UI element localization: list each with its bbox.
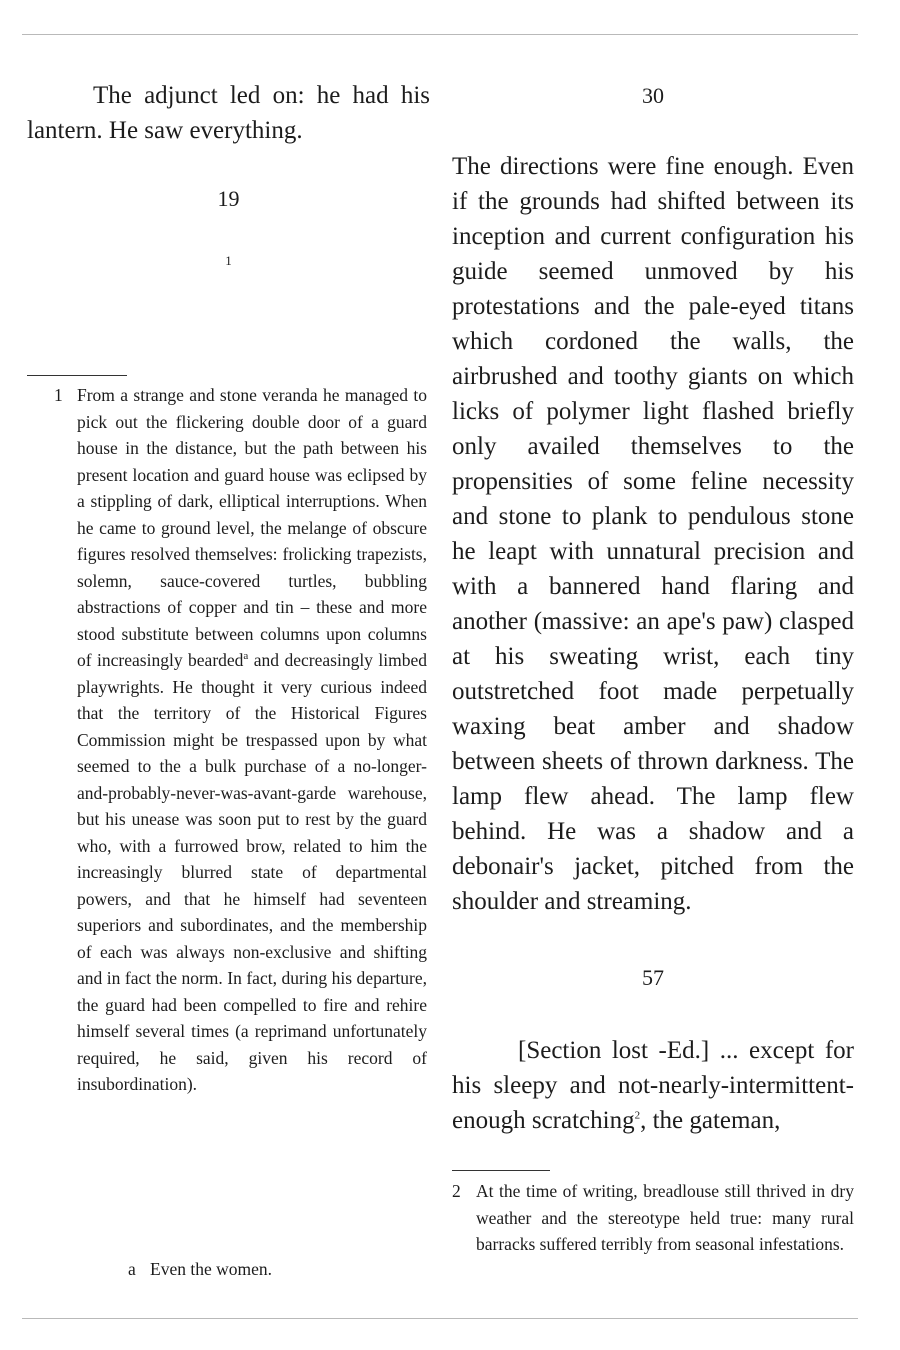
subnote-marker: a <box>128 1259 136 1279</box>
footnote-2-rule <box>452 1170 550 1171</box>
left-column <box>27 0 430 1300</box>
footnote-text-part2: and decreasingly limbed playwrights. He thought it very curious indeed that the territory of the Historical Figures Commission might be trespassed upon by what seemed to the a bulk purchase of a no-longer-and-probably-never-was-avant-garde warehouse, but his unease was soon put to rest by the guard who, with a furrowed brow, related to him the increasingly blurred state of departmental powers, and that he himself had seventeen superiors and subordinates, and the membership of each was always non-exclusive and shifting and in fact the norm. In fact, during his departure, the guard had been compelled to fire and rehire himself several times (a reprimand unfortunately required, he said, given his record of insubordination). <box>77 650 428 1094</box>
section-number-57: 57 <box>642 965 664 990</box>
footnote-2 <box>452 1178 854 1258</box>
opening-paragraph: The adjunct led on: he had his lantern. He saw everything. <box>27 82 430 144</box>
second-paragraph-part2: , the gateman, <box>640 1107 781 1134</box>
footnote-rule <box>27 375 127 376</box>
section-number-19: 19 <box>217 186 240 211</box>
footnote-2-text: At the time of writing, breadlouse still thrived in dry weather and the stereotype held true: many rural barracks suffered terribly from seasonal infestations. <box>476 1181 854 1254</box>
second-paragraph <box>452 1033 854 1138</box>
right-column <box>452 0 854 1300</box>
footnote-2-number: 2 <box>452 1181 461 1201</box>
subnote-text: Even the women. <box>150 1259 272 1279</box>
bottom-rule <box>22 1318 858 1319</box>
footnote-text <box>77 382 427 1098</box>
second-paragraph-part1: [Section lost -Ed.] ... except for his sleepy and not-nearly-intermittent-enough scratching <box>452 1037 854 1134</box>
main-paragraph: The directions were fine enough. Even if the grounds had shifted between its inception and current configuration his guide seemed unmoved by his protestations and the pale-eyed titans which cordoned the walls, the airbrushed and toothy giants on which licks of polymer light flashed briefly only availed themselves to the propensities of some feline necessity and stone to plank to pendulous stone he leapt with unnatural precision and with a bannered hand flaring and another (massive: an ape's paw) clasped at his sweating wrist, each tiny outstretched foot made perpetually waxing beat amber and shadow between sheets of thrown darkness. The lamp flew ahead. The lamp flew behind. He was a shadow and a debonair's jacket, pitched from the shoulder and streaming. <box>452 153 854 915</box>
footnote-text-part1: From a strange and stone veranda he managed to pick out the flickering double door of a guard house in the distance, but the path between his present location and guard house was eclipsed by a stippling of dark, elliptical interruptions. When he came to ground level, the melange of obscure figures resolved themselves: frolicking trapezists, solemn, sauce-covered turtles, bubbling abstractions of copper and tin – these and more stood substitute between columns upon columns of increasingly bearded <box>77 385 427 670</box>
second-paragraph-superscript: 2 <box>634 1109 641 1122</box>
footnote-number: 1 <box>54 385 63 405</box>
section-number-30: 30 <box>642 83 664 108</box>
note-marker: 1 <box>225 253 232 268</box>
footnote-superscript: a <box>243 650 249 663</box>
subnote-a <box>128 1256 430 1283</box>
footnote-1 <box>54 382 428 1098</box>
